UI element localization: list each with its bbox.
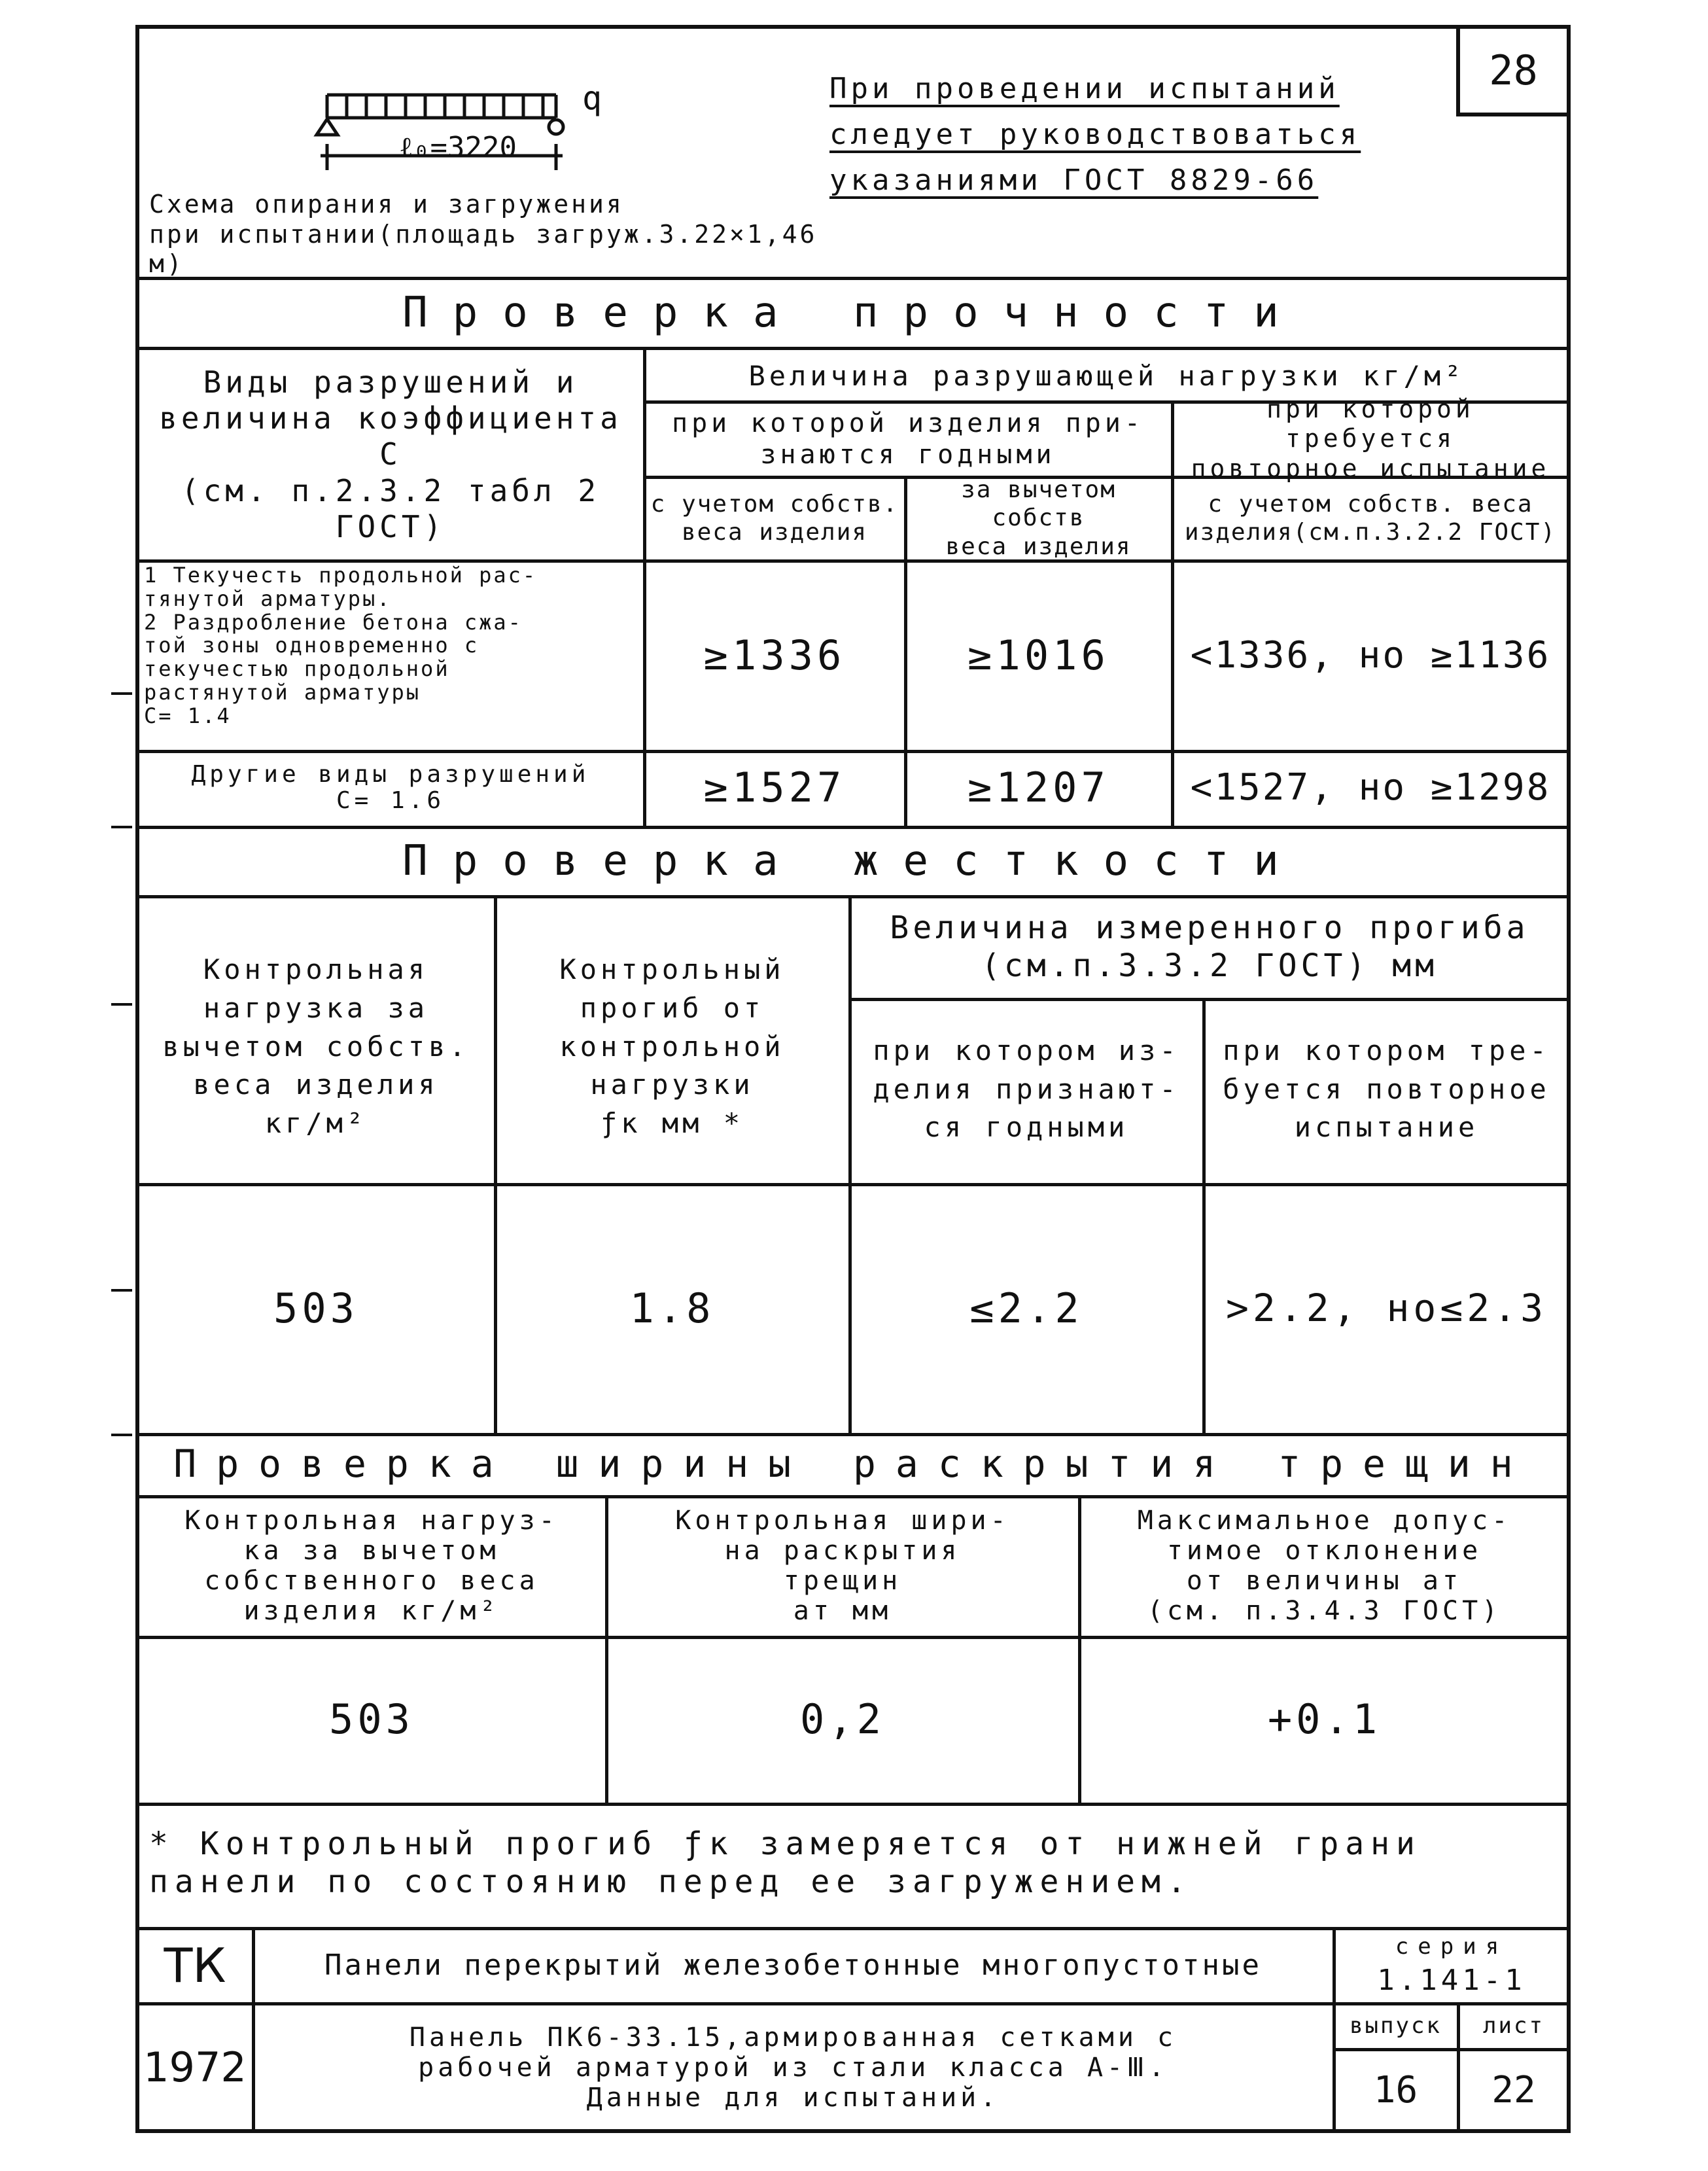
gost-note-line-3: указаниями ГОСТ 8829-66 [829,164,1319,197]
stamp-issue-number: 16 [1373,2069,1418,2112]
cracks-col-deviation: Максимальное допус- тимое отклонение от величины aт (см. п.3.4.3 ГОСТ) [1137,1505,1512,1626]
cracks-col-width: Контрольная шири- на раскрытия трещин aт мм [675,1505,1010,1626]
strength-retest-header: при которой требуется повторное испытание [1191,394,1550,483]
strength-row-1-retest: <1336, но ≥1136 [1190,634,1551,677]
stiffness-col-deflection: Контрольный прогиб от контрольной нагрузки ƒк мм * [559,953,785,1140]
stiffness-deflection-value: 1.8 [629,1284,715,1332]
strength-accepted-header: при которой изделия при- знаются годными [672,408,1144,470]
stamp-code: ТК [164,1937,226,1993]
stiffness-col-accepted: при котором из- делия признают- ся годными [873,1034,1180,1144]
stiffness-col-measured: Величина измеренного прогиба (см.п.3.3.2 ГОСТ) мм [890,909,1529,984]
strength-title: Проверка прочности [402,288,1304,337]
scheme-caption: Схема опирания и загружения при испытании(площадь загруж.3.22×1,46 м) [149,190,818,279]
cracks-width-value: 0,2 [800,1695,885,1743]
rule [135,1183,1571,1186]
stamp-panel-description: Панель ПК6-33.15,армированная сетками с рабочей арматурой из стали класса А-Ⅲ. Данные для испытаний. [409,2022,1177,2113]
strength-row-1-without-weight: ≥1016 [967,631,1109,679]
strength-row-2-with-weight: ≥1527 [703,763,846,811]
stiffness-col-retest: при котором тре- буется повторное испытание [1223,1034,1550,1144]
cracks-col-load: Контрольная нагруз- ка за вычетом собственного веса изделия кг/м² [184,1505,559,1626]
col-with-weight: с учетом собств. веса изделия [650,490,899,546]
col-without-weight: за вычетом собств веса изделия [945,476,1132,560]
cracks-deviation-value: +0.1 [1267,1695,1382,1743]
cracks-title: Проверка ширины раскрытия трещин [173,1441,1533,1487]
margin-mark [111,1434,132,1436]
strength-row-2-label: Другие виды разрушений С= 1.6 [191,761,590,814]
stiffness-title: Проверка жесткости [402,836,1304,885]
stamp-year: 1972 [143,2043,247,2091]
deflection-footnote: * Контрольный прогиб ƒк замеряется от нижней грани панели по состоянию перед ее загружением. [149,1826,1421,1900]
strength-row-1-with-weight: ≥1336 [703,631,846,679]
stamp-sheet-label: лист [1483,2013,1544,2039]
margin-mark [111,1289,132,1292]
stamp-sheet-number: 22 [1491,2069,1536,2112]
stamp-issue-label: выпуск [1350,2013,1442,2039]
stamp-series-number: 1.141-1 [1377,1963,1526,1997]
stiffness-col-load: Контрольная нагрузка за вычетом собств. веса изделия кг/м² [162,953,470,1140]
stamp-series-title: Панели перекрытий железобетонные многопустотные [324,1948,1263,1982]
col-retest-weight: с учетом собств. веса изделия(см.п.3.2.2 ГОСТ) [1184,490,1557,546]
strength-row-header: Виды разрушений и величина коэффициента С (см. п.2.3.2 табл 2 ГОСТ) [159,364,622,544]
page-number: 28 [1489,46,1538,94]
stamp-series-label: серия [1395,1933,1508,1960]
strength-row-2-without-weight: ≥1207 [967,763,1109,811]
margin-mark [111,1003,132,1006]
gost-note-line-1: При проведении испытаний [829,72,1340,105]
stiffness-load-value: 503 [273,1284,358,1332]
margin-mark [111,692,132,695]
rule [135,1803,1571,1806]
strength-row-2-retest: <1527, но ≥1298 [1190,766,1551,809]
rule [135,1636,1571,1639]
stiffness-accepted-value: ≤2.2 [969,1284,1083,1332]
cracks-load-value: 503 [329,1695,414,1743]
beam-span-label: ℓ₀=3220 [398,131,517,164]
strength-load-header: Величина разрушающей нагрузки кг/м² [748,359,1465,392]
strength-row-1-label: 1 Текучесть продольной рас- тянутой арматуры. 2 Раздробление бетона сжа- той зоны одновременно с текучестью продольной растянутой арматуры С= 1.4 [144,563,538,728]
margin-mark [111,826,132,828]
gost-note-line-2: следует руководствоваться [829,118,1361,151]
stiffness-retest-value: >2.2, но≤2.3 [1225,1286,1548,1331]
beam-load-symbol: q [582,79,602,117]
